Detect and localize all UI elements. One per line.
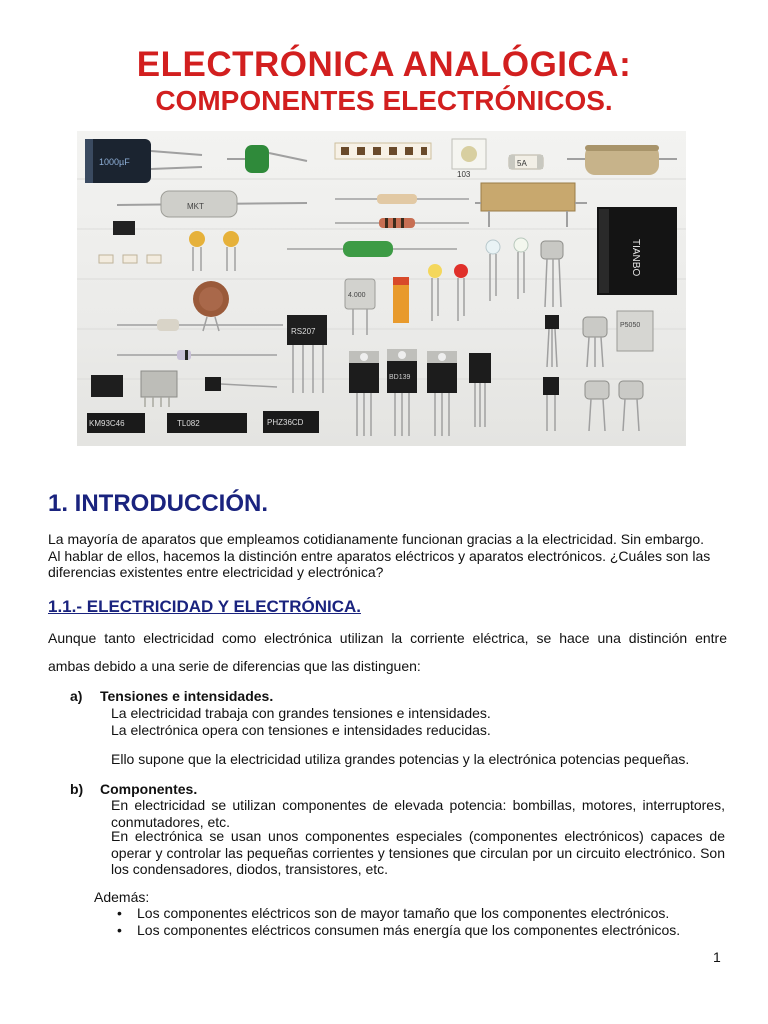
item-a-lines xyxy=(111,705,491,738)
intro-line-2: Al hablar de ellos, hacemos la distinción entre aparatos eléctricos y aparatos electrónicos. ¿Cuáles son las xyxy=(48,547,711,564)
item-b-label: b) xyxy=(70,781,84,797)
smd-chip xyxy=(113,221,135,235)
film-capacitor xyxy=(227,145,307,173)
quartz-crystal xyxy=(345,279,375,335)
subsection-heading: 1.1.- ELECTRICIDAD Y ELECTRÓNICA. xyxy=(48,597,361,616)
svg-text:4.000: 4.000 xyxy=(348,292,366,299)
svg-text:1000µF: 1000µF xyxy=(99,157,130,167)
svg-text:103: 103 xyxy=(457,170,471,179)
ceramic-capacitors xyxy=(189,231,239,271)
svg-text:MKT: MKT xyxy=(187,202,204,211)
item-a-line-1: La electricidad trabaja con grandes tensiones e intensidades. xyxy=(111,705,491,721)
small-ics xyxy=(91,371,177,407)
intro-line-3: diferencias existentes entre electricidad y electrónica? xyxy=(48,564,384,580)
smd-components xyxy=(99,255,161,263)
dip-chips xyxy=(87,411,319,433)
svg-text:5A: 5A xyxy=(517,159,527,168)
fuse xyxy=(509,155,543,169)
metal-capacitor xyxy=(117,191,307,217)
bullet-list xyxy=(115,905,680,938)
list-item: • Los componentes eléctricos son de mayor tamaño que los componentes electrónicos. xyxy=(115,905,680,922)
intro-line-1: La mayoría de aparatos que empleamos cotidianamente funcionan gracias a la electricidad. Sin embargo. xyxy=(48,531,705,547)
item-b-para-2: En electrónica se usan unos componentes especiales (componentes electrónicos) capaces de operar y controlar las pequeñas corrientes y tensiones que circulan por un circuito electrónico. Son los condensadores, diodos, transistores, etc. xyxy=(111,828,725,877)
section-heading-introduccion: 1. INTRODUCCIÓN. xyxy=(48,490,269,517)
list-item: • Los componentes eléctricos consumen más energía que los componentes electrónicos. xyxy=(115,922,680,939)
bargraph-led xyxy=(393,277,409,323)
document-subtitle: COMPONENTES ELECTRÓNICOS. xyxy=(155,85,613,116)
power-transistors xyxy=(349,349,491,436)
inductor xyxy=(287,241,457,257)
svg-text:TL082: TL082 xyxy=(177,419,200,428)
bridge-rectifier xyxy=(287,315,327,393)
components-illustration xyxy=(77,131,686,446)
svg-text:BD139: BD139 xyxy=(389,374,411,381)
item-a-title: Tensiones e intensidades. xyxy=(100,688,274,704)
svg-text:PHZ36CD: PHZ36CD xyxy=(267,418,304,427)
item-b-para-1: En electricidad se utilizan componentes de elevada potencia: bombillas, motores, interruptores, conmutadores, etc. xyxy=(111,797,725,830)
intro-paragraph xyxy=(48,531,738,581)
item-b-title: Componentes. xyxy=(100,781,198,797)
axial-capacitor xyxy=(567,145,677,175)
document-title: ELECTRÓNICA ANALÓGICA: xyxy=(136,45,632,84)
svg-text:KM93C46: KM93C46 xyxy=(89,419,125,428)
trimmer-potentiometer xyxy=(452,139,486,179)
metal-transistor xyxy=(541,241,563,307)
disc-varistor xyxy=(193,281,229,331)
svg-text:RS207: RS207 xyxy=(291,327,316,336)
relay xyxy=(597,207,677,295)
svg-text:P5050: P5050 xyxy=(620,322,641,329)
item-a-line-2: La electrónica opera con tensiones e intensidades reducidas. xyxy=(111,721,491,738)
metal-can-ics xyxy=(583,311,653,431)
item-a-label: a) xyxy=(70,688,83,704)
item-a-note: Ello supone que la electricidad utiliza grandes potencias y la electrónica potencias pequeñas. xyxy=(111,751,690,767)
resistors xyxy=(335,194,469,228)
smd-resistor-strip xyxy=(335,143,431,159)
ademas-label: Además: xyxy=(94,889,150,905)
page-number: 1 xyxy=(713,949,721,965)
power-resistor xyxy=(475,183,587,227)
electrolytic-capacitor xyxy=(85,139,202,183)
subsection-paragraph-rest: ambas debido a una serie de diferencias que las distinguen: xyxy=(48,658,421,674)
diodes xyxy=(117,319,283,360)
electronic-components-photo xyxy=(77,131,686,446)
small-transistors xyxy=(205,315,559,431)
svg-text:TIANBO: TIANBO xyxy=(630,239,641,277)
subsection-paragraph-justified: Aunque tanto electricidad como electrónica utilizan la corriente eléctrica, se hace una distinción entre xyxy=(48,630,727,646)
